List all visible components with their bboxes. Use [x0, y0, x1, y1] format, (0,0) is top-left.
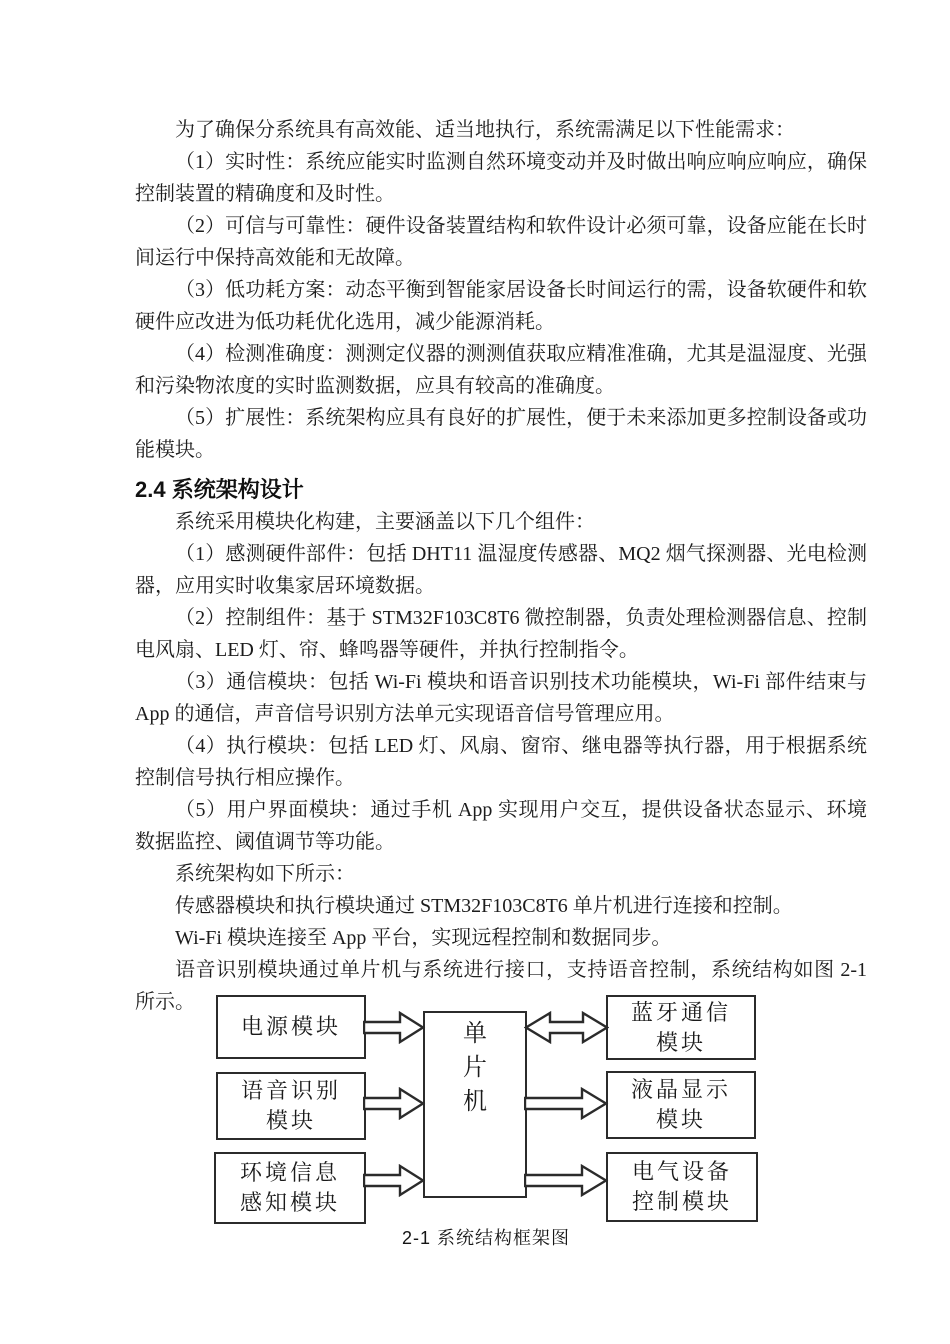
figure-caption: 2-1 系统结构框架图 [401, 1228, 571, 1248]
mcu-label-char: 单 [463, 1021, 487, 1047]
paragraph: 系统采用模块化构建，主要涵盖以下几个组件： [175, 511, 595, 533]
box-label: 电源模块 [240, 1014, 341, 1039]
box-label: 模块 [655, 1029, 706, 1055]
document-body [135, 114, 867, 1018]
arrow-mcu-to-lcd-icon [524, 1087, 609, 1120]
box-label: 语音识别 [240, 1078, 341, 1103]
paragraph: （5）扩展性：系统架构应具有良好的扩展性，便于未来添加更多控制设备或功能模块。 [135, 407, 867, 461]
diagram-box-bluetooth-module [606, 995, 756, 1060]
system-architecture-diagram [0, 990, 950, 1290]
box-label: 环境信息 [239, 1160, 340, 1185]
diagram-box-electrical-control-module [606, 1152, 758, 1222]
box-label: 模块 [655, 1107, 706, 1132]
arrow-power-to-mcu-icon [363, 1011, 426, 1044]
diagram-box-mcu [423, 1011, 527, 1198]
arrow-mcu-to-electrical-icon [524, 1164, 609, 1197]
box-label: 控制模块 [631, 1189, 732, 1214]
paragraph: （1）实时性：系统应能实时监测自然环境变动并及时做出响应响应响应，确保控制装置的精确度和及时性。 [135, 151, 867, 205]
mcu-label-char: 片 [463, 1055, 487, 1081]
paragraph: 语音识别模块通过单片机与系统进行接口，支持语音控制，系统结构如图 2-1 所示。 [135, 959, 867, 1013]
paragraph: Wi-Fi 模块连接至 App 平台，实现远程控制和数据同步。 [175, 927, 672, 949]
section-heading: 2.4 系统架构设计 [135, 477, 304, 502]
arrow-environment-to-mcu-icon [363, 1164, 426, 1197]
diagram-box-voice-recognition-module [216, 1072, 366, 1140]
paragraph: （4）检测准确度：测测定仪器的测测值获取应精准准确，尤其是温湿度、光强和污染物浓度的实时监测数据，应具有较高的准确度。 [135, 343, 867, 397]
paragraph: （4）执行模块：包括 LED 灯、风扇、窗帘、继电器等执行器，用于根据系统控制信号执行相应操作。 [135, 735, 867, 789]
paragraph: （3）通信模块：包括 Wi-Fi 模块和语音识别技术功能模块，Wi-Fi 部件结束与 App 的通信，声音信号识别方法单元实现语音信号管理应用。 [135, 671, 867, 725]
paragraph: 系统架构如下所示： [175, 863, 355, 885]
mcu-label-char: 机 [463, 1089, 487, 1115]
arrow-voice-to-mcu-icon [363, 1087, 426, 1120]
paragraph: （2）可信与可靠性：硬件设备装置结构和软件设计必须可靠，设备应能在长时间运行中保持高效能和无故障。 [135, 215, 867, 269]
box-label: 模块 [265, 1108, 316, 1133]
paragraph: （2）控制组件：基于 STM32F103C8T6 微控制器，负责处理检测器信息、控制电风扇、LED 灯、帘、蜂鸣器等硬件，并执行控制指令。 [135, 607, 867, 661]
diagram-box-power-module [216, 995, 366, 1059]
paragraph: 传感器模块和执行模块通过 STM32F103C8T6 单片机进行连接和控制。 [175, 895, 793, 917]
paragraph: （1）感测硬件部件：包括 DHT11 温湿度传感器、MQ2 烟气探测器、光电检测器，应用实时收集家居环境数据。 [135, 543, 867, 597]
box-label: 感知模块 [239, 1190, 340, 1215]
diagram-box-environment-sensing-module [214, 1152, 366, 1224]
paragraph: 为了确保分系统具有高效能、适当地执行，系统需满足以下性能需求： [175, 119, 795, 141]
arrow-mcu-bluetooth-double-icon [524, 1011, 609, 1044]
paragraph: （3）低功耗方案：动态平衡到智能家居设备长时间运行的需，设备软硬件和软硬件应改进为低功耗优化选用，减少能源消耗。 [135, 279, 867, 333]
box-label: 蓝牙通信 [630, 999, 731, 1025]
diagram-box-lcd-module [606, 1071, 756, 1139]
paragraph: （5）用户界面模块：通过手机 App 实现用户交互，提供设备状态显示、环境数据监控、阈值调节等功能。 [135, 799, 867, 853]
box-label: 电气设备 [631, 1159, 732, 1184]
box-label: 液晶显示 [630, 1077, 731, 1102]
